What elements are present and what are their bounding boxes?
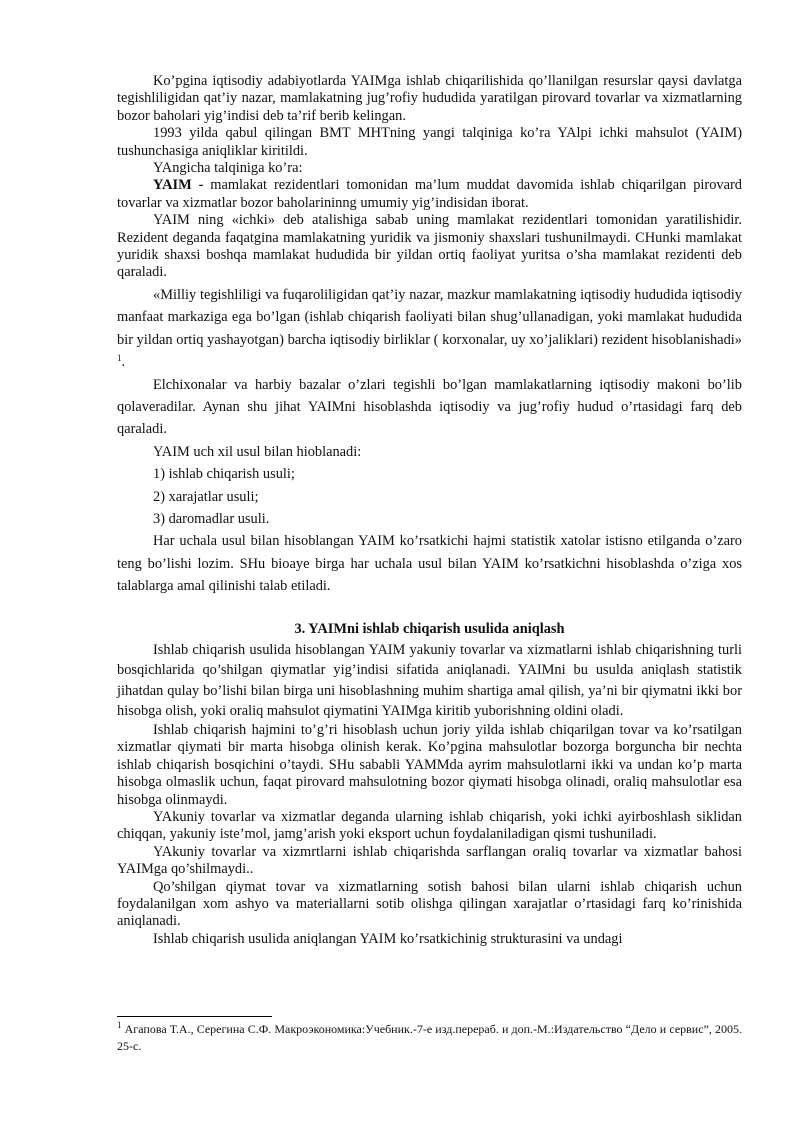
section-heading: 3. YAIMni ishlab chiqarish usulida aniqlash	[294, 620, 565, 637]
intro-paragraph-2: 1993 yilda qabul qilingan BMT MHTning yangi talqiniga ko’ra YAlpi ichki mahsulot (YAIM) tushunchasiga aniqliklar kiritildi.	[117, 125, 742, 159]
method-item-3: 3) daromadlar usuli.	[153, 510, 270, 527]
intro-paragraph-7: Elchixonalar va harbiy bazalar o’zlari tegishli bo’lgan mamlakatlarning iqtisodiy makoni bo’lib qolaveradilar. Aynan shu jihat YAIMni hisoblashda iqtisodiy va jug’rofiy hudud o’rtasidagi farq deb qaraladi.	[117, 376, 742, 438]
footnote-number: 1	[117, 1020, 122, 1030]
section-paragraph-1: Ishlab chiqarish usulida hisoblangan YAIM yakuniy tovarlar va xizmatlarni ishlab chiqarishning turli bosqichlarida qo’shilgan qiymatlar yig’indisi sifatida aniqlanadi. YAIMni bu usulda aniqlash statistik jihatdan qulay bo’lishi bilan birga uni hisoblashning muhim shartiga amal qilish, ya’ni bir qiymatni ikki bor hisobga olish, yoki oraliq mahsulot qiymatini YAIMga kiritib yuborishning oldini oladi.	[117, 641, 742, 720]
footnote	[117, 1021, 742, 1055]
yaim-definition	[117, 177, 742, 212]
method-item-2: 2) xarajatlar usuli;	[153, 488, 259, 505]
quote-text: «Milliy tegishliligi va fuqaroliligidan qat’iy nazar, mazkur mamlakatning iqtisodiy hududida iqtisodiy manfaat markaziga ega bo’lgan (ishlab chiqarish faoliyati bilan shug’ullanadigan, yoki mamlakat hududida bir yildan ortiq yashayotgan) barcha iqtisodiy birliklar ( korxonalar, uy xo’jaliklari) rezident hisoblanishadi»	[117, 286, 742, 348]
intro-paragraph-3: YAngicha talqiniga ko’ra:	[153, 160, 303, 177]
definition-term: YAIM -	[153, 177, 204, 194]
intro-paragraph-9: Har uchala usul bilan hisoblangan YAIM ko’rsatkichi hajmi statistik xatolar istisno etilganda o’zaro teng bo’lishi lozim. SHu bioayе birga har uchala usul bilan YAIM ko’rsatkichni hisoblashda o’ziga xos talablarga amal qilinishi talab etiladi.	[117, 533, 742, 595]
resident-quote: «Milliy tegishliligi va fuqaroliligidan qat’iy nazar, mazkur mamlakatning iqtisodiy hududida iqtisodiy manfaat markaziga ega bo’lgan (ishlab chiqarish faoliyati bilan shug’ullanadigan, yoki mamlakat hududida bir yildan ortiq yashayotgan) barcha iqtisodiy birliklar ( korxonalar, uy xo’jaliklari) rezident hisoblanishadi» $^1$.	[117, 286, 742, 371]
definition-text: mamlakat rezidentlari tomonidan ma’lum muddat davomida ishlab chiqarilgan pirovard tovarlar va xizmatlar bozor baholarininng umumiy yig’indisidan iborat.	[117, 177, 742, 211]
footnote-ref[interactable]: 1	[117, 353, 122, 364]
footnote-text: Агапова Т.А., Серегина С.Ф. Макроэкономика:Учебник.-7-е изд.перераб. и доп.-М.:Издательство “Дело и сервис”, 2005. 25-с.	[117, 1022, 743, 1053]
section-paragraph-2: Ishlab chiqarish hajmini to’g’ri hisoblash uchun joriy yilda ishlab chiqarilgan tovar va ko’rsatilgan xizmatlar qiymati bir marta hisobga olinish kerak. Ko’pgina mahsulotlar bozorga borguncha bir nechta ishlab chiqarish bosqichini o’taydi. SHu sababli YAMMda ayrim mahsulotlarni ikki va undan ko’p marta hisobga olmaslik uchun, faqat pirovard mahsulotning bozor qiymati hisobga olinadi, oraliq mahsulotlar esa hisobga olinmaydi.	[117, 721, 742, 808]
document-page	[117, 73, 742, 948]
intro-paragraph-8: YAIM uch xil usul bilan hioblanadi:	[153, 443, 362, 460]
intro-paragraph-1: Ko’pgina iqtisodiy adabiyotlarda YAIMga ishlab chiqarilishida qo’llanilgan resurslar qaysi davlatga tegishliligidan qat’iy nazar, mamlakatning jug’rofiy hududida yaratilgan pirovard tovarlar va xizmatlarning bozor baholari yig’indisi deb ta’rif berib kelingan.	[117, 73, 742, 124]
section-paragraph-3: YAkuniy tovarlar va xizmatlar deganda ularning ishlab chiqarish, yoki ichki ayirboshlash siklidan chiqqan, yakuniy iste’mol, jamg’arish yoki eksport uchun foydalaniladigan qismi tushuniladi.	[117, 808, 742, 843]
section-paragraph-5: Qo’shilgan qiymat tovar va xizmatlarning sotish bahosi bilan ularni ishlab chiqarish uchun foydalanilgan xom ashyo va materiallarni sotib olishga qilingan xarajatlar o’rtasidagi farq ko’rinishida aniqlanadi.	[117, 878, 742, 930]
section-paragraph-6: Ishlab chiqarish usulida aniqlangan YAIM ko’rsatkichinig strukturasini va undagi	[153, 930, 623, 947]
method-item-1: 1) ishlab chiqarish usuli;	[153, 466, 295, 483]
section-paragraph-4: YAkuniy tovarlar va xizmrtlarni ishlab chiqarishda sarflangan oraliq tovarlar va xizmatlar bahosi YAIMga qo’shilmaydi..	[117, 843, 742, 878]
intro-paragraph-5: YAIM ning «ichki» deb atalishiga sabab uning mamlakat rezidentlari tomonidan yaratilishidir. Rezident deganda faqatgina mamlakatning yuridik va jismoniy shaxslari tushunilmaydi. CHunki mamlakat yuridik shaxsi boshqa mamlakat hududida bir yildan ortiq faoliyat yuritsa o’sha mamlakat rezidenti deb qaraladi.	[117, 212, 742, 281]
footnote-separator	[117, 1016, 272, 1017]
